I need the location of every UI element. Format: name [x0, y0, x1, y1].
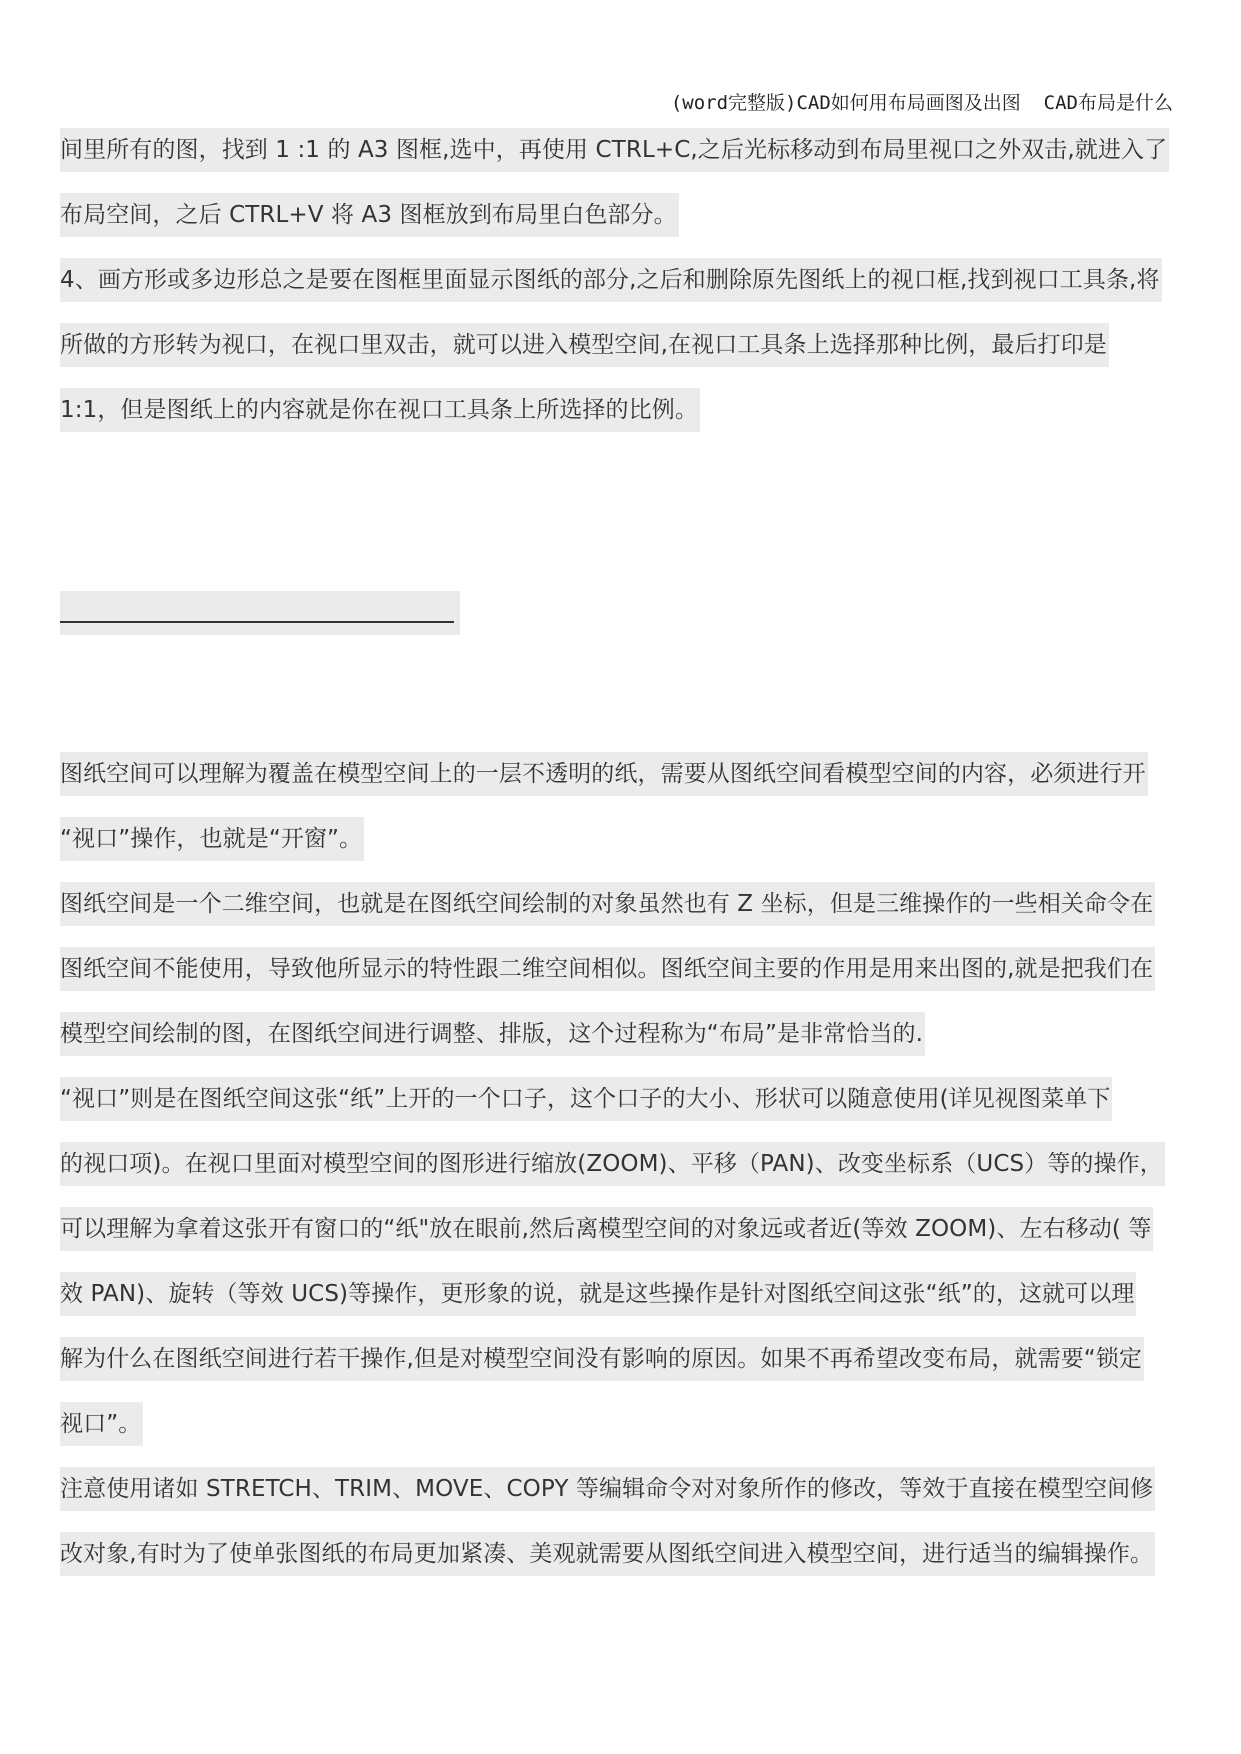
text-line — [60, 1207, 1200, 1272]
separator-line — [60, 591, 1200, 656]
text-line-content: 模型空间绘制的图，在图纸空间进行调整、排版，这个过程称为“布局”是非常恰当的. — [60, 1012, 925, 1056]
text-line-content: 可以理解为拿着这张开有窗口的“纸"放在眼前,然后离模型空间的对象远或者近(等效 ZOOM)、左右移动( 等 — [60, 1207, 1153, 1251]
text-line — [60, 1402, 1200, 1467]
text-line-content: 图纸空间可以理解为覆盖在模型空间上的一层不透明的纸，需要从图纸空间看模型空间的内容，必须进行开 — [60, 752, 1148, 796]
text-line-content: 间里所有的图，找到 1 :1 的 A3 图框,选中，再使用 CTRL+C,之后光标移动到布局里视口之外双击,就进入了 — [60, 128, 1169, 172]
text-line-content: 视口”。 — [60, 1402, 143, 1446]
text-line-content: “视口”则是在图纸空间这张“纸”上开的一个口子，这个口子的大小、形状可以随意使用(详见视图菜单下 — [60, 1077, 1112, 1121]
text-line-content: 效 PAN)、旋转（等效 UCS)等操作，更形象的说，就是这些操作是针对图纸空间这张“纸”的，这就可以理 — [60, 1272, 1136, 1316]
text-line — [60, 817, 1200, 882]
text-line-content: 的视口项)。在视口里面对模型空间的图形进行缩放(ZOOM)、平移（PAN)、改变坐标系（UCS）等的操作， — [60, 1142, 1165, 1186]
text-line — [60, 258, 1200, 323]
text-line — [60, 1077, 1200, 1142]
text-line — [60, 323, 1200, 388]
text-line — [60, 1337, 1200, 1402]
text-line — [60, 752, 1200, 817]
text-line — [60, 1272, 1200, 1337]
spacer — [60, 453, 1200, 591]
page-header: (word完整版)CAD如何用布局画图及出图 CAD布局是什么 — [670, 92, 1173, 114]
text-line-content: 改对象,有时为了使单张图纸的布局更加紧凑、美观就需要从图纸空间进入模型空间，进行适当的编辑操作。 — [60, 1532, 1155, 1576]
text-line — [60, 1142, 1200, 1207]
spacer — [60, 656, 1200, 752]
separator-rule — [60, 591, 460, 635]
text-line-content: 图纸空间是一个二维空间，也就是在图纸空间绘制的对象虽然也有 Z 坐标，但是三维操作的一些相关命令在 — [60, 882, 1155, 926]
document-body — [60, 128, 1200, 1597]
text-line-content: 注意使用诸如 STRETCH、TRIM、MOVE、COPY 等编辑命令对对象所作的修改，等效于直接在模型空间修 — [60, 1467, 1155, 1511]
text-line — [60, 1012, 1200, 1077]
text-line — [60, 128, 1200, 193]
text-line — [60, 1467, 1200, 1532]
text-line-content: 所做的方形转为视口，在视口里双击，就可以进入模型空间,在视口工具条上选择那种比例，最后打印是 — [60, 323, 1109, 367]
text-line-content: 解为什么在图纸空间进行若干操作,但是对模型空间没有影响的原因。如果不再希望改变布局，就需要“锁定 — [60, 1337, 1144, 1381]
text-line-content: 图纸空间不能使用，导致他所显示的特性跟二维空间相似。图纸空间主要的作用是用来出图的,就是把我们在 — [60, 947, 1155, 991]
text-line — [60, 882, 1200, 947]
text-line — [60, 388, 1200, 453]
text-line-content: 1:1，但是图纸上的内容就是你在视口工具条上所选择的比例。 — [60, 388, 700, 432]
text-line-content: 4、画方形或多边形总之是要在图框里面显示图纸的部分,之后和删除原先图纸上的视口框,找到视口工具条,将 — [60, 258, 1162, 302]
text-line — [60, 1532, 1200, 1597]
text-line — [60, 947, 1200, 1012]
text-line — [60, 193, 1200, 258]
text-line-content: 布局空间，之后 CTRL+V 将 A3 图框放到布局里白色部分。 — [60, 193, 679, 237]
text-line-content: “视口”操作，也就是“开窗”。 — [60, 817, 364, 861]
